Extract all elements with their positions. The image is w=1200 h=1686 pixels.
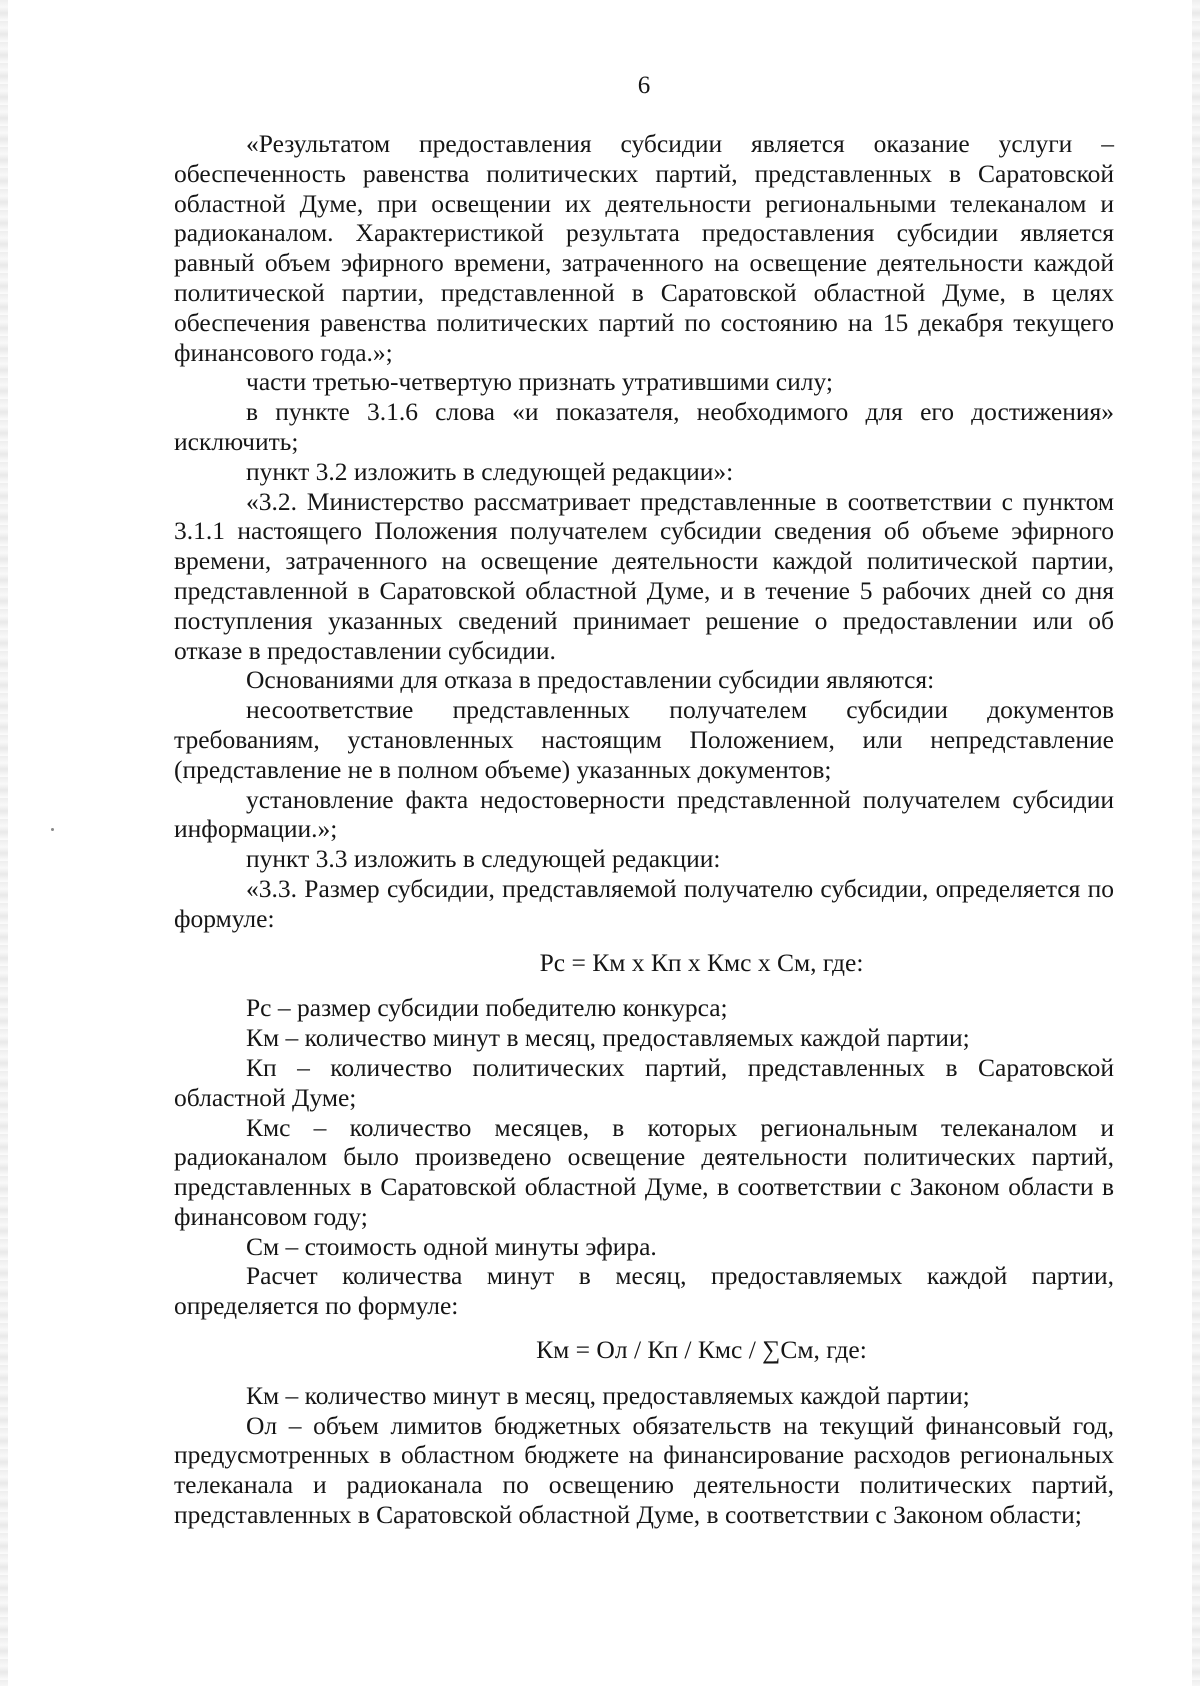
- paragraph: установление факта недостоверности представленной получателем субсидии информации.»;: [174, 784, 1114, 844]
- paragraph: См – стоимость одной минуты эфира.: [246, 1231, 657, 1261]
- paragraph: несоответствие представленных получателем субсидии документов требованиям, установленных настоящим Положением, или непредставление (представление не в полном объеме) указанных документов;: [174, 695, 1114, 784]
- paragraph: Км – количество минут в месяц, предоставляемых каждой партии;: [246, 1380, 970, 1410]
- paragraph: в пункте 3.1.6 слова «и показателя, необходимого для его достижения» исключить;: [174, 397, 1114, 456]
- formula-subsidy: Рс = Км х Кп х Кмс х См, где:: [539, 947, 864, 977]
- document-body: [174, 129, 1114, 1530]
- scan-edge-right: [1192, 0, 1200, 1686]
- paragraph: Км – количество минут в месяц, предоставляемых каждой партии;: [246, 1023, 970, 1053]
- paragraph: Кп – количество политических партий, представленных в Саратовской областной Думе;: [174, 1052, 1114, 1112]
- paragraph: «3.2. Министерство рассматривает представленные в соответствии с пунктом 3.1.1 настоящего Положения получателем субсидии сведения об объеме эфирного времени, затраченного на освещение деятельности каждой политической партии, представленной в Саратовской областной Думе, и в течение 5 рабочих дней со дня поступления указанных сведений принимает решение о предоставлении или об отказе в предоставлении субсидии.: [174, 486, 1114, 665]
- paragraph: части третью-четвертую признать утратившими силу;: [246, 367, 833, 397]
- scan-edge-left: [0, 0, 8, 1686]
- paragraph: Расчет количества минут в месяц, предоставляемых каждой партии, определяется по формуле:: [174, 1261, 1114, 1321]
- paragraph: Основаниями для отказа в предоставлении субсидии являются:: [246, 665, 935, 695]
- paragraph: «Результатом предоставления субсидии является оказание услуги – обеспеченность равенства политических партий, представленных в Саратовской областной Думе, при освещении их деятельности региональными телеканалом и радиоканалом. Характеристикой результата предоставления субсидии является равный объем эфирного времени, затраченного на освещение деятельности каждой политической партии, представленной в Саратовской областной Думе, в целях обеспечения равенства политических партий по состоянию на 15 декабря текущего финансового года.»;: [174, 129, 1114, 367]
- paragraph: Ол – объем лимитов бюджетных обязательств на текущий финансовый год, предусмотренных в областном бюджете на финансирование расходов региональных телеканала и радиоканала по освещению деятельности политических партий, представленных в Саратовской областной Думе, в соответствии с Законом области;: [174, 1410, 1114, 1530]
- paragraph: Рс – размер субсидии победителю конкурса;: [246, 993, 728, 1023]
- paragraph: пункт 3.2 изложить в следующей редакции»:: [246, 456, 734, 486]
- scan-speck: [51, 828, 54, 831]
- formula-minutes: Км = Ол / Кп / Кмс / ∑См, где:: [536, 1335, 867, 1365]
- paragraph: пункт 3.3 изложить в следующей редакции:: [246, 844, 721, 874]
- paragraph: «3.3. Размер субсидии, представляемой получателю субсидии, определяется по формуле:: [174, 873, 1114, 933]
- paragraph: Кмс – количество месяцев, в которых региональным телеканалом и радиоканалом было произведено освещение деятельности политических партий, представленных в Саратовской областной Думе, в соответствии с Законом области в финансовом году;: [174, 1112, 1114, 1231]
- page-number: 6: [637, 72, 651, 99]
